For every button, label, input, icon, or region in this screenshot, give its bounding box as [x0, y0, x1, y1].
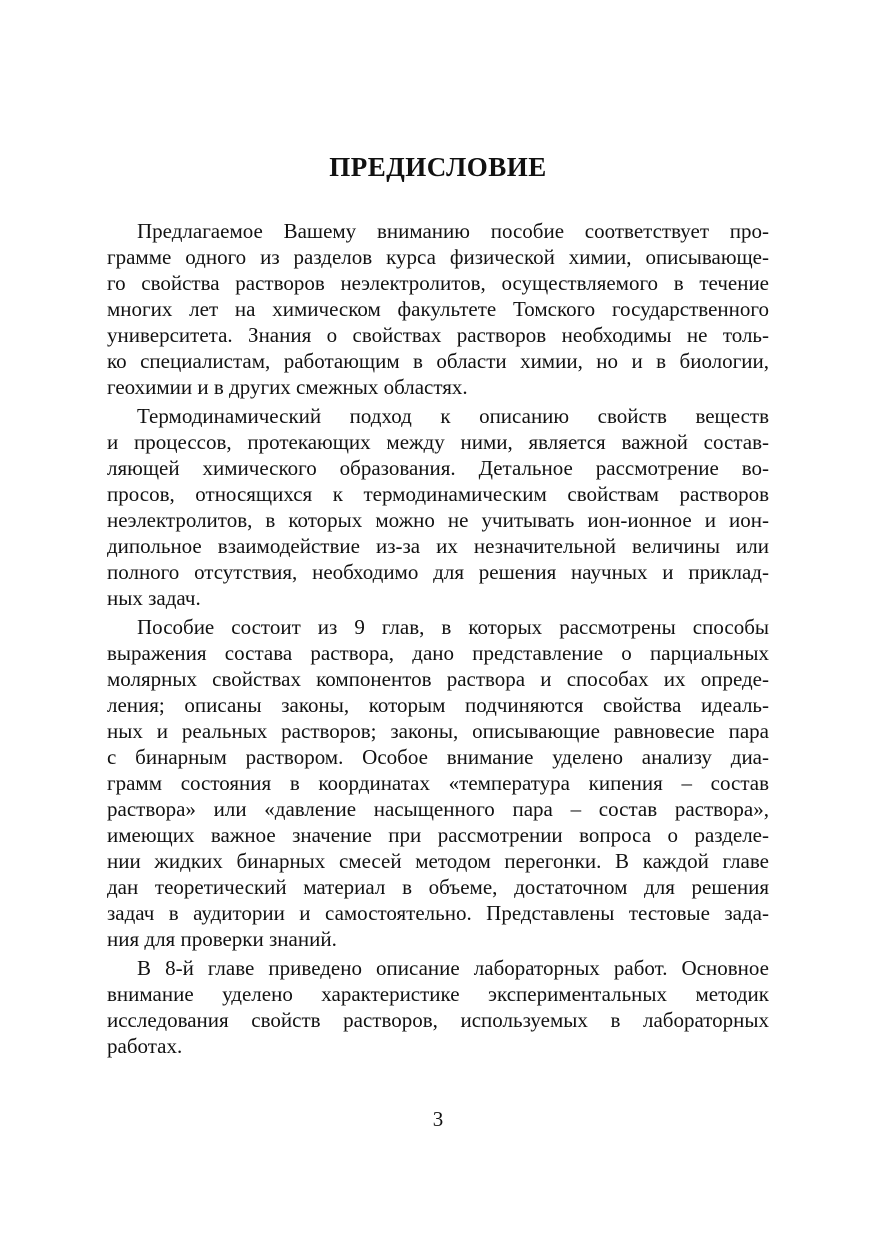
text-line: неэлектролитов, в которых можно не учитывать ион-ионное и ион-	[107, 508, 769, 532]
text-line: внимание уделено характеристике экспериментальных методик	[107, 982, 769, 1006]
paragraph-1	[107, 218, 769, 400]
text-line: просов, относящихся к термодинамическим свойствам растворов	[107, 482, 769, 506]
text-line: и процессов, протекающих между ними, является важной состав-	[107, 430, 769, 454]
text-line: полного отсутствия, необходимо для решения научных и приклад-	[107, 560, 769, 584]
text-line: имеющих важное значение при рассмотрении вопроса о разделе-	[107, 823, 769, 847]
text-line: исследования свойств растворов, используемых в лабораторных	[107, 1008, 769, 1032]
text-line: ления; описаны законы, которым подчиняются свойства идеаль-	[107, 693, 769, 717]
paragraph-3	[107, 614, 769, 952]
text-line: Предлагаемое Вашему вниманию пособие соответствует про-	[137, 219, 769, 243]
text-line: грамме одного из разделов курса физической химии, описывающе-	[107, 245, 769, 269]
text-line: ко специалистам, работающим в области химии, но и в биологии,	[107, 349, 769, 373]
text-line: нии жидких бинарных смесей методом перегонки. В каждой главе	[107, 849, 769, 873]
text-line: университета. Знания о свойствах растворов необходимы не толь-	[107, 323, 769, 347]
text-line: работах.	[107, 1034, 183, 1058]
text-line: В 8-й главе приведено описание лабораторных работ. Основное	[137, 956, 769, 980]
text-line: ляющей химического образования. Детальное рассмотрение во-	[107, 456, 769, 480]
text-line: с бинарным раствором. Особое внимание уделено анализу диа-	[107, 745, 769, 769]
text-line: дипольное взаимодействие из-за их незначительной величины или	[107, 534, 769, 558]
text-line: Пособие состоит из 9 глав, в которых рассмотрены способы	[137, 615, 769, 639]
paragraph-4	[107, 955, 769, 1059]
preface-body	[107, 218, 769, 1062]
page-title: ПРЕДИСЛОВИЕ	[329, 152, 547, 182]
text-line: молярных свойствах компонентов раствора и способах их опреде-	[107, 667, 769, 691]
text-line: раствора» или «давление насыщенного пара – состав раствора»,	[107, 797, 769, 821]
text-line: ных и реальных растворов; законы, описывающие равновесие пара	[107, 719, 769, 743]
text-line: выражения состава раствора, дано представление о парциальных	[107, 641, 769, 665]
text-line: ных задач.	[107, 586, 201, 610]
text-line: Термодинамический подход к описанию свойств веществ	[137, 404, 769, 428]
page-number: 3	[432, 1107, 444, 1131]
text-line: ния для проверки знаний.	[107, 927, 337, 951]
paragraph-2	[107, 403, 769, 611]
text-line: го свойства растворов неэлектролитов, осуществляемого в течение	[107, 271, 769, 295]
text-line: многих лет на химическом факультете Томского государственного	[107, 297, 769, 321]
text-line: геохимии и в других смежных областях.	[107, 375, 468, 399]
text-line: дан теоретический материал в объеме, достаточном для решения	[107, 875, 769, 899]
text-line: грамм состояния в координатах «температура кипения – состав	[107, 771, 769, 795]
text-line: задач в аудитории и самостоятельно. Представлены тестовые зада-	[107, 901, 769, 925]
